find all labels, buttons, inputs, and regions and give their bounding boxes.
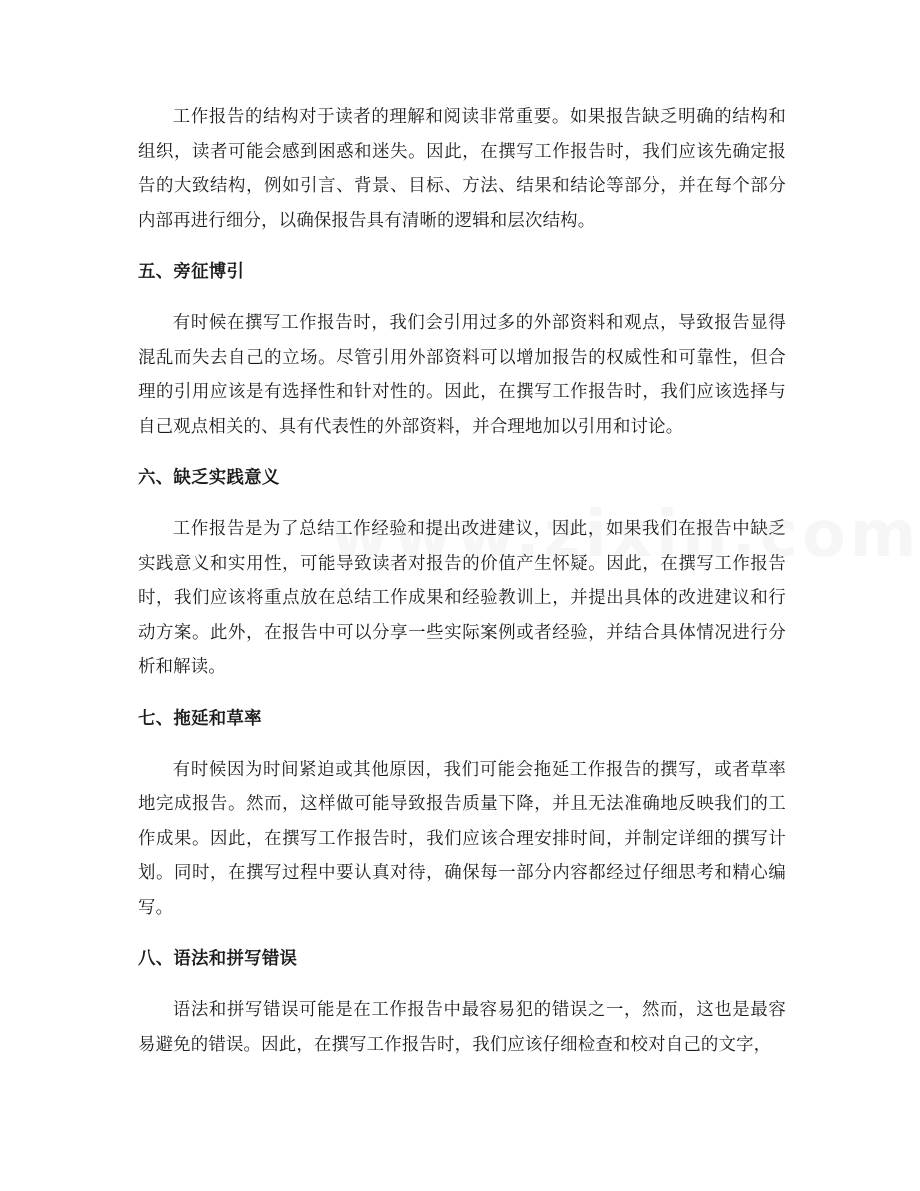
heading-section-5: 五、旁征博引 [138,262,245,282]
document-page [138,100,786,1062]
paragraph-section-5: 有时候在撰写工作报告时，我们会引用过多的外部资料和观点，导致报告显得混乱而失去自己的立场。尽管引用外部资料可以增加报告的权威性和可靠性，但合理的引用应该是有选择性和针对性的。因此，在撰写工作报告时，我们应该选择与自己观点相关的、具有代表性的外部资料，并合理地加以引用和讨论。 [138,313,786,437]
heading-section-8: 八、语法和拼写错误 [138,949,298,969]
paragraph-section-8: 语法和拼写错误可能是在工作报告中最容易犯的错误之一，然而，这也是最容易避免的错误。因此，在撰写工作报告时，我们应该仔细检查和校对自己的文字， [138,1000,786,1055]
heading-section-6: 六、缺乏实践意义 [138,468,280,488]
paragraph-section-7: 有时候因为时间紧迫或其他原因，我们可能会拖延工作报告的撰写，或者草率地完成报告。然而，这样做可能导致报告质量下降，并且无法准确地反映我们的工作成果。因此，在撰写工作报告时，我们应该合理安排时间，并制定详细的撰写计划。同时，在撰写过程中要认真对待，确保每一部分内容都经过仔细思考和精心编写。 [138,759,786,918]
paragraph-structure: 工作报告的结构对于读者的理解和阅读非常重要。如果报告缺乏明确的结构和组织，读者可能会感到困惑和迷失。因此，在撰写工作报告时，我们应该先确定报告的大致结构，例如引言、背景、目标、方法、结果和结论等部分，并在每个部分内部再进行细分，以确保报告具有清晰的逻辑和层次结构。 [138,107,786,231]
paragraph-section-6: 工作报告是为了总结工作经验和提出改进建议，因此，如果我们在报告中缺乏实践意义和实用性，可能导致读者对报告的价值产生怀疑。因此，在撰写工作报告时，我们应该将重点放在总结工作成果和经验教训上，并提出具体的改进建议和行动方案。此外，在报告中可以分享一些实际案例或者经验，并结合具体情况进行分析和解读。 [138,519,786,677]
heading-section-7: 七、拖延和草率 [138,708,262,729]
